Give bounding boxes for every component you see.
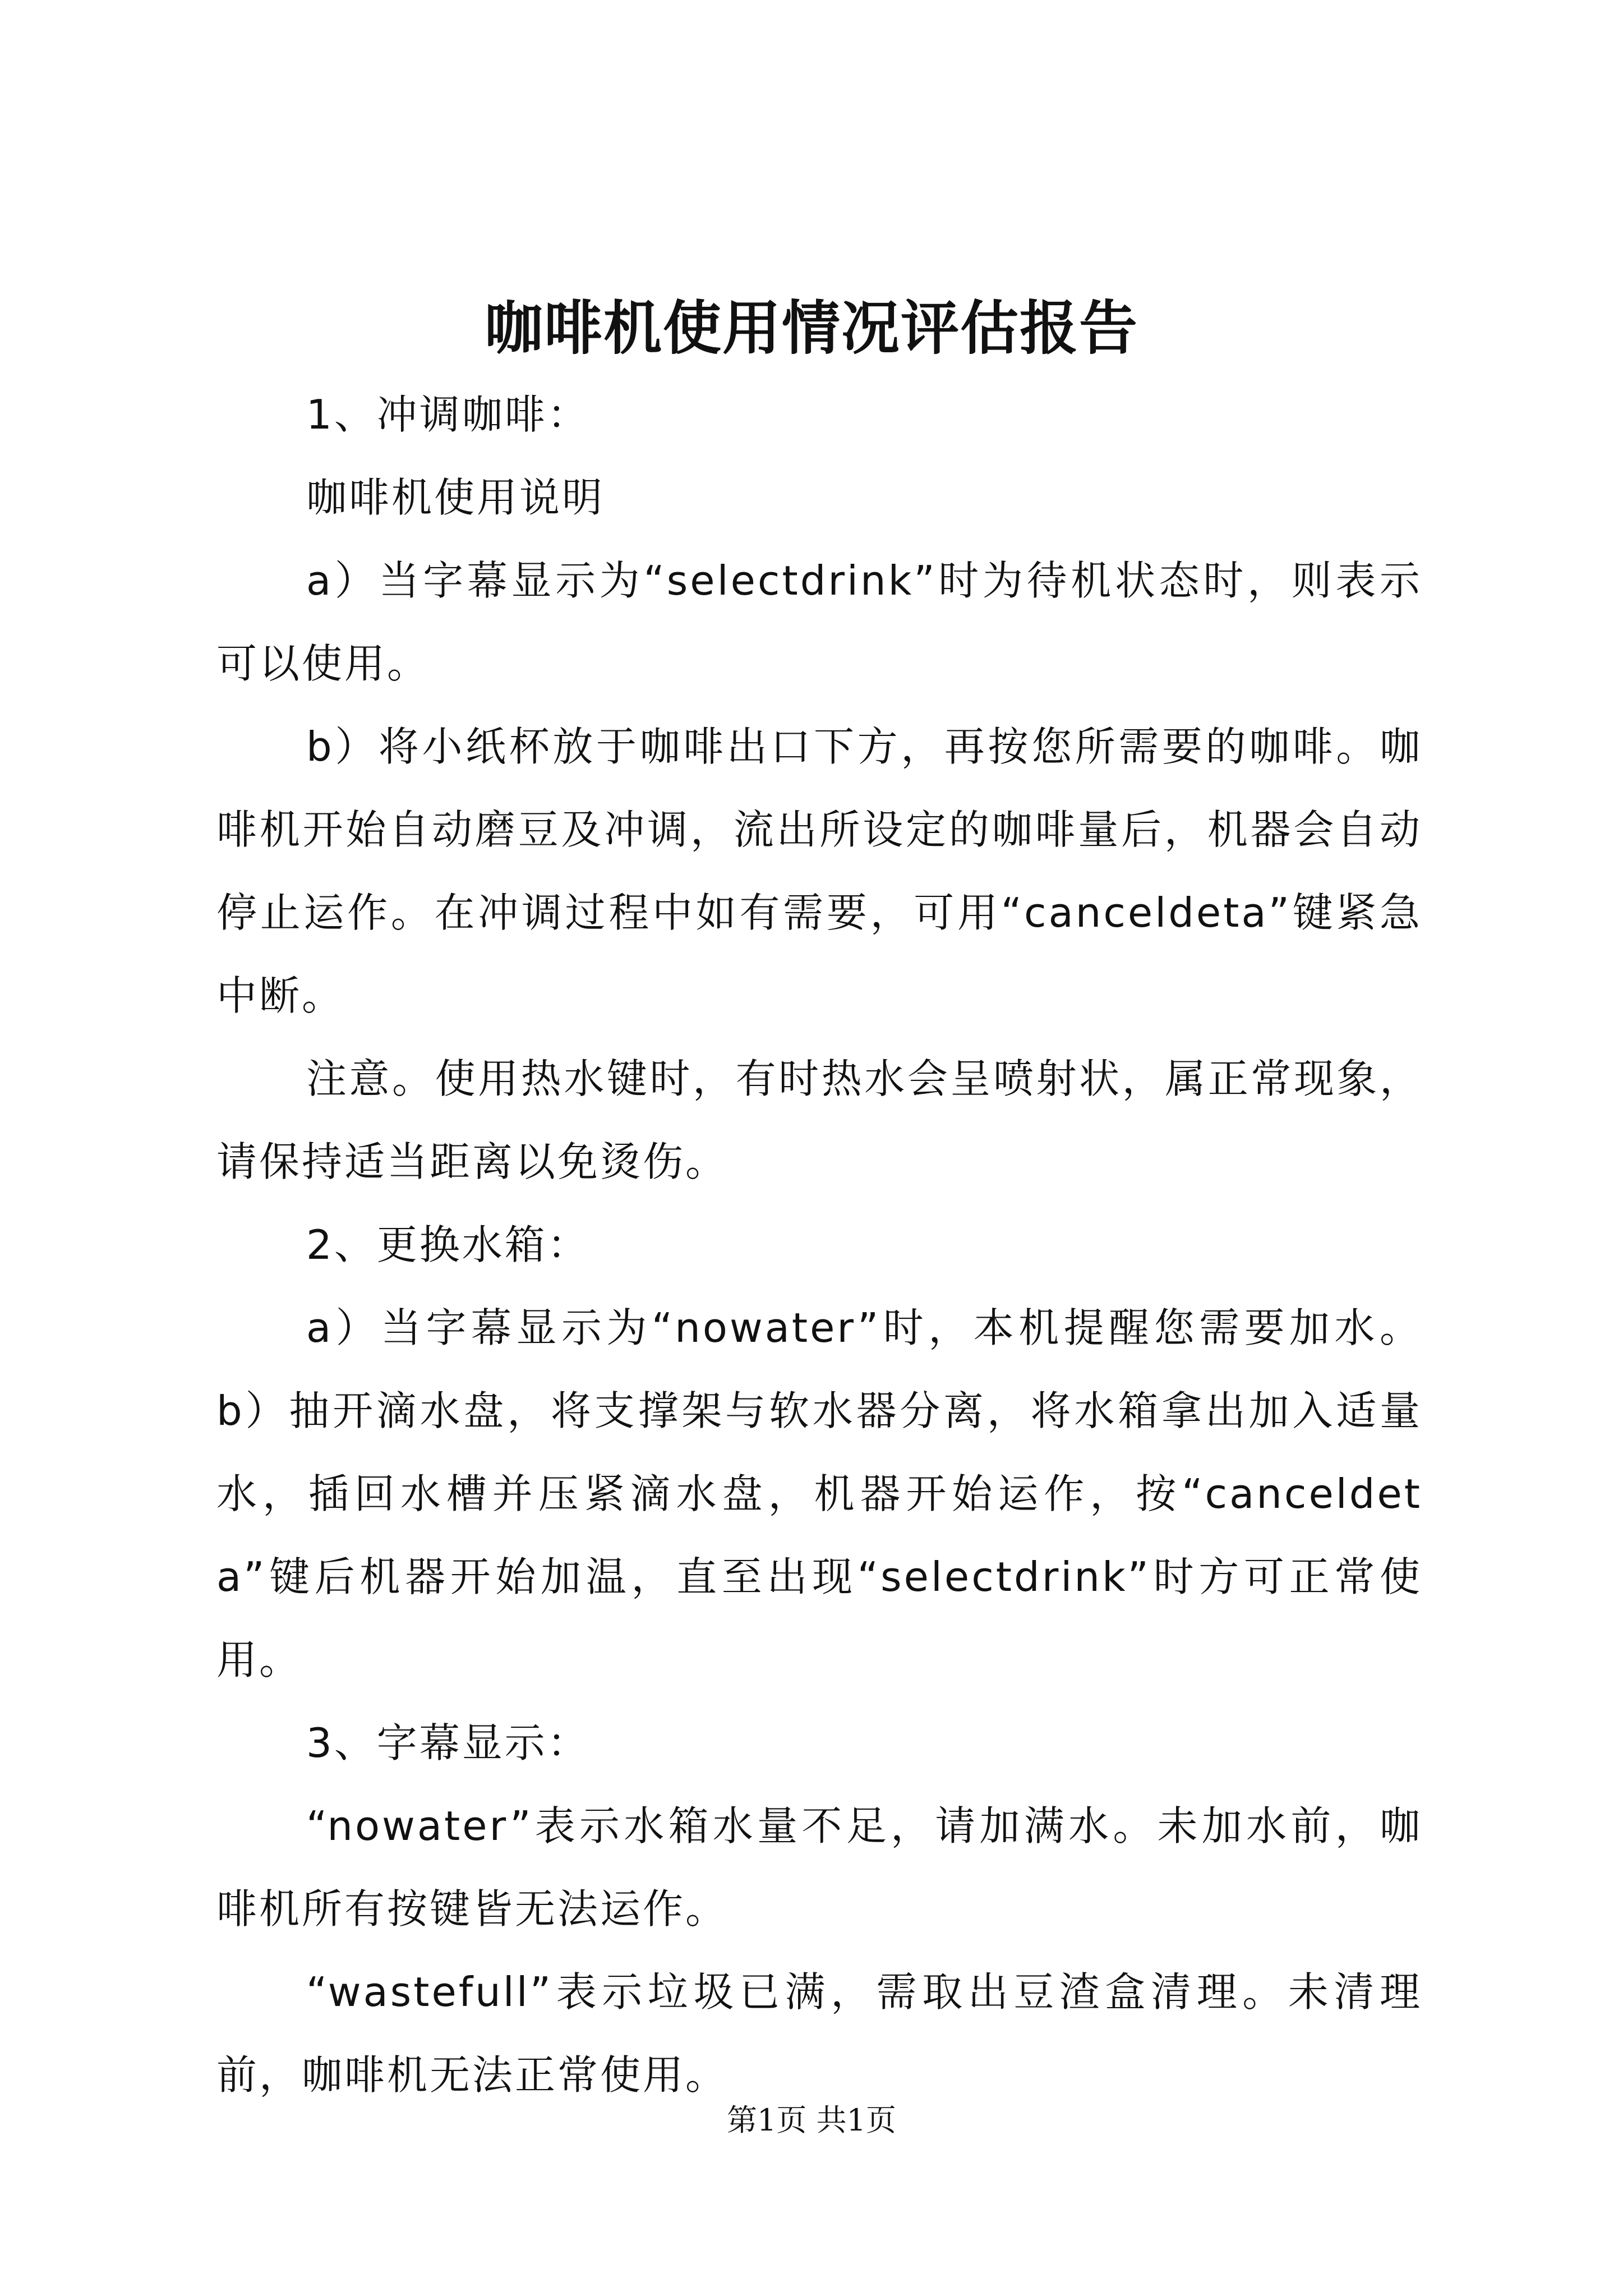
section-heading-display: 3、字幕显示： bbox=[306, 1719, 590, 1766]
section-heading-water-tank: 2、更换水箱： bbox=[306, 1221, 590, 1268]
paragraph-standby: a）当字幕显示为“selectdrink”时为待机状态时，则表示可以使用。 bbox=[216, 557, 1422, 687]
paragraph-nowater: “nowater”表示水箱水量不足，请加满水。未加水前，咖啡机所有按键皆无法运作。 bbox=[216, 1802, 1422, 1932]
document-body bbox=[216, 373, 1422, 2116]
document-title: 咖啡机使用情况评估报告 bbox=[484, 293, 1138, 362]
subheading-instructions: 咖啡机使用说明 bbox=[306, 474, 605, 521]
paragraph-brew-steps: b）将小纸杯放于咖啡出口下方，再按您所需要的咖啡。咖啡机开始自动磨豆及冲调，流出所设定的咖啡量后，机器会自动停止运作。在冲调过程中如有需要，可用“canceldeta”键紧急中断。 bbox=[216, 723, 1422, 1019]
paragraph-wastefull: “wastefull”表示垃圾已满，需取出豆渣盒清理。未清理前，咖啡机无法正常使用。 bbox=[216, 1968, 1422, 2099]
page-number-footer: 第1页 共1页 bbox=[727, 2102, 896, 2138]
paragraph-hot-water-warning: 注意。使用热水键时，有时热水会呈喷射状，属正常现象，请保持适当距离以免烫伤。 bbox=[216, 1055, 1422, 1185]
paragraph-water-tank-steps: a）当字幕显示为“nowater”时，本机提醒您需要加水。b）抽开滴水盘，将支撑架与软水器分离，将水箱拿出加入适量水，插回水槽并压紧滴水盘，机器开始运作，按“canceldeta”键后机器开始加温，直至出现“selectdrink”时方可正常使用。 bbox=[216, 1304, 1422, 1683]
section-heading-brewing: 1、冲调咖啡： bbox=[306, 391, 590, 438]
